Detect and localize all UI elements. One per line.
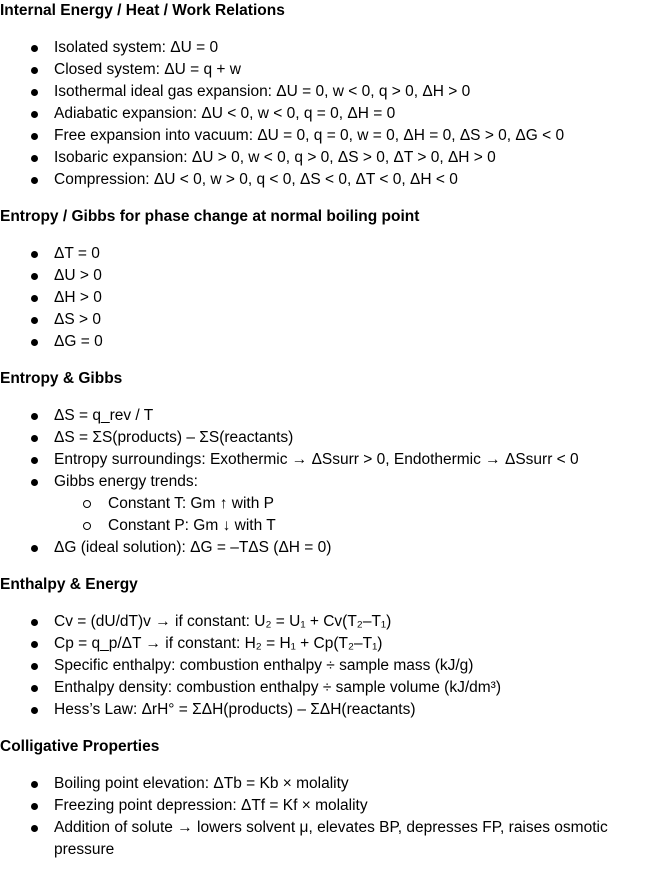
- list-item: ΔS = q_rev / T: [0, 405, 648, 427]
- list-item: Boiling point elevation: ΔTb = Kb × molality: [0, 773, 648, 795]
- bullet-icon: [31, 89, 38, 96]
- bullet-icon: [31, 825, 38, 832]
- section-internal-energy: [0, 0, 648, 206]
- bullet-list: [0, 611, 648, 721]
- hollow-bullet-icon: [83, 522, 91, 530]
- bullet-icon: [31, 545, 38, 552]
- section-title: Internal Energy / Heat / Work Relations: [0, 2, 285, 19]
- bullet-icon: [31, 133, 38, 140]
- list-item: ΔS = ΣS(products) – ΣS(reactants): [0, 427, 648, 449]
- section-title: Entropy / Gibbs for phase change at normal boiling point: [0, 208, 420, 225]
- list-item: Closed system: ΔU = q + w: [0, 59, 648, 81]
- list-item: ΔG (ideal solution): ΔG = –TΔS (ΔH = 0): [0, 537, 648, 559]
- section-title: Colligative Properties: [0, 738, 160, 755]
- list-item: Addition of solute → lowers solvent μ, elevates BP, depresses FP, raises osmotic pressure: [0, 817, 648, 861]
- section-enthalpy-energy: [0, 574, 648, 736]
- bullet-icon: [31, 707, 38, 714]
- hollow-bullet-icon: [83, 500, 91, 508]
- bullet-icon: [31, 413, 38, 420]
- bullet-icon: [31, 317, 38, 324]
- bullet-icon: [31, 111, 38, 118]
- list-item: ΔS > 0: [0, 309, 648, 331]
- sub-bullet-list: [0, 493, 648, 537]
- list-item: Cp = q_p/ΔT → if constant: H₂ = H₁ + Cp(T₂–T₁): [0, 633, 648, 655]
- bullet-icon: [31, 479, 38, 486]
- list-item: ΔH > 0: [0, 287, 648, 309]
- bullet-icon: [31, 663, 38, 670]
- section-title: Entropy & Gibbs: [0, 370, 123, 387]
- list-item: Entropy surroundings: Exothermic → ΔSsurr > 0, Endothermic → ΔSsurr < 0: [0, 449, 648, 471]
- bullet-icon: [31, 177, 38, 184]
- bullet-list: [0, 537, 648, 559]
- section-colligative-properties: [0, 736, 648, 861]
- bullet-icon: [31, 67, 38, 74]
- list-item: Hess’s Law: ΔrH° = ΣΔH(products) – ΣΔH(reactants): [0, 699, 648, 721]
- bullet-icon: [31, 435, 38, 442]
- list-item: Isothermal ideal gas expansion: ΔU = 0, w < 0, q > 0, ΔH > 0: [0, 81, 648, 103]
- list-item: Specific enthalpy: combustion enthalpy ÷ sample mass (kJ/g): [0, 655, 648, 677]
- bullet-icon: [31, 685, 38, 692]
- list-item: ΔT = 0: [0, 243, 648, 265]
- list-item: Isobaric expansion: ΔU > 0, w < 0, q > 0, ΔS > 0, ΔT > 0, ΔH > 0: [0, 147, 648, 169]
- bullet-list: [0, 773, 648, 861]
- bullet-list: [0, 37, 648, 191]
- bullet-icon: [31, 251, 38, 258]
- list-item: Cv = (dU/dT)v → if constant: U₂ = U₁ + Cv(T₂–T₁): [0, 611, 648, 633]
- sub-list-item: Constant T: Gm ↑ with P: [0, 493, 648, 515]
- list-item: ΔU > 0: [0, 265, 648, 287]
- section-phase-change: [0, 206, 648, 368]
- bullet-icon: [31, 641, 38, 648]
- list-item: Adiabatic expansion: ΔU < 0, w < 0, q = 0, ΔH = 0: [0, 103, 648, 125]
- bullet-list: [0, 243, 648, 353]
- bullet-icon: [31, 457, 38, 464]
- list-item: Freezing point depression: ΔTf = Kf × molality: [0, 795, 648, 817]
- section-entropy-gibbs: [0, 368, 648, 574]
- bullet-icon: [31, 155, 38, 162]
- bullet-icon: [31, 45, 38, 52]
- section-title: Enthalpy & Energy: [0, 576, 138, 593]
- list-item: Free expansion into vacuum: ΔU = 0, q = 0, w = 0, ΔH = 0, ΔS > 0, ΔG < 0: [0, 125, 648, 147]
- bullet-list: [0, 405, 648, 493]
- list-item: Isolated system: ΔU = 0: [0, 37, 648, 59]
- sub-list-item: Constant P: Gm ↓ with T: [0, 515, 648, 537]
- bullet-icon: [31, 619, 38, 626]
- bullet-icon: [31, 273, 38, 280]
- bullet-icon: [31, 781, 38, 788]
- bullet-icon: [31, 339, 38, 346]
- list-item: Compression: ΔU < 0, w > 0, q < 0, ΔS < 0, ΔT < 0, ΔH < 0: [0, 169, 648, 191]
- list-item: ΔG = 0: [0, 331, 648, 353]
- list-item: Enthalpy density: combustion enthalpy ÷ sample volume (kJ/dm³): [0, 677, 648, 699]
- bullet-icon: [31, 295, 38, 302]
- bullet-icon: [31, 803, 38, 810]
- list-item: Gibbs energy trends:: [0, 471, 648, 493]
